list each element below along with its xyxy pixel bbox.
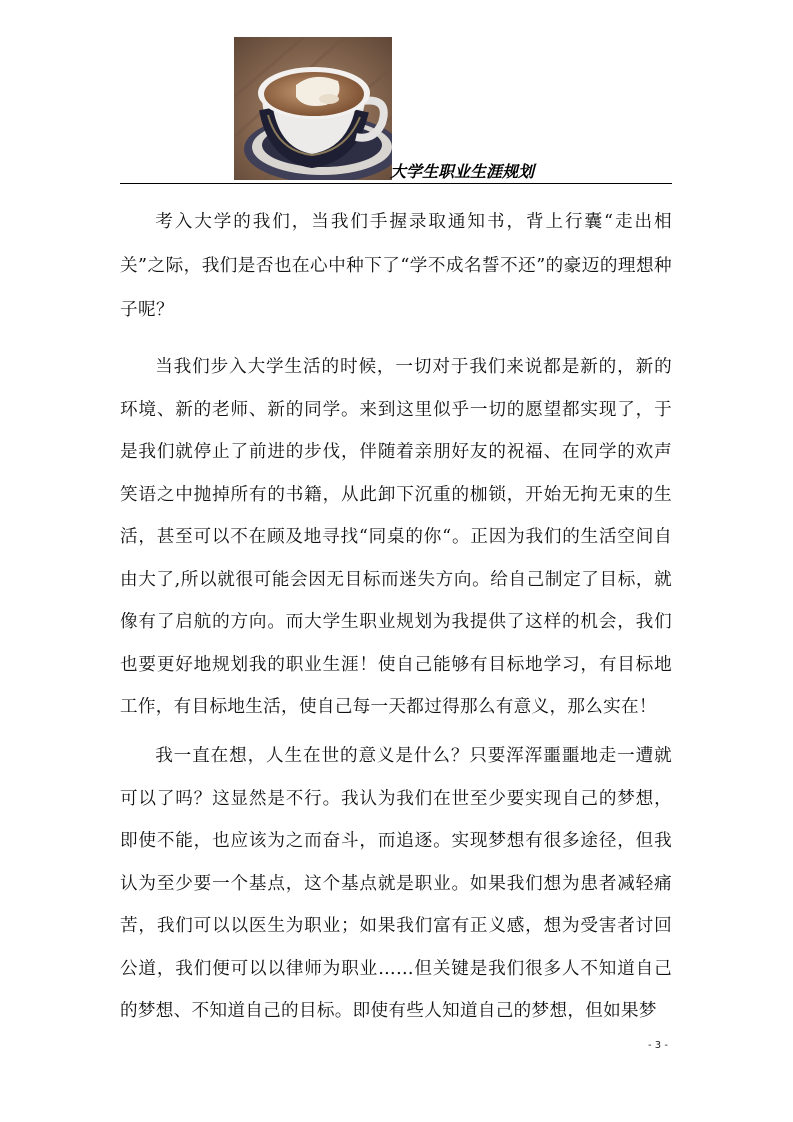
page-number: - 3 -: [648, 1040, 668, 1051]
document-title: 大学生职业生涯规划: [390, 162, 535, 181]
paragraph: 我一直在想，人生在世的意义是什么？只要浑浑噩噩地走一遭就可以了吗？这显然是不行。我认为我们在世至少要实现自己的梦想，即使不能，也应该为之而奋斗，而追逐。实现梦想有很多途径，但我认为至少要一个基点，这个基点就是职业。如果我们想为患者减轻痛苦，我们可以以医生为职业；如果我们富有正义感，想为受害者讨回公道，我们便可以以律师为职业……但关键是我们很多人不知道自己的梦想、不知道自己的目标。即使有些人知道自己的梦想，但如果梦: [120, 746, 672, 1021]
coffee-cup-icon: [234, 37, 392, 180]
paragraph: 考入大学的我们，当我们手握录取通知书，背上行囊“走出相关”之际，我们是否也在心中种下了“学不成名誓不还”的豪迈的理想种子呢？: [120, 212, 672, 320]
coffee-cup-photo: [234, 37, 392, 180]
header-divider: [120, 183, 672, 184]
paragraph: 当我们步入大学生活的时候，一切对于我们来说都是新的，新的环境、新的老师、新的同学。来到这里似乎一切的愿望都实现了，于是我们就停止了前进的步伐，伴随着亲朋好友的祝福、在同学的欢声笑语之中抛掉所有的书籍，从此卸下沉重的枷锁，开始无拘无束的生活，甚至可以不在顾及地寻找“同桌的你“。正因为我们的生活空间自由大了,所以就很可能会因无目标而迷失方向。给自己制定了目标，就像有了启航的方向。而大学生职业规划为我提供了这样的机会，我们也要更好地规划我的职业生涯！使自己能够有目标地学习，有目标地工作，有目标地生活，使自己每一天都过得那么有意义，那么实在！: [120, 357, 672, 717]
